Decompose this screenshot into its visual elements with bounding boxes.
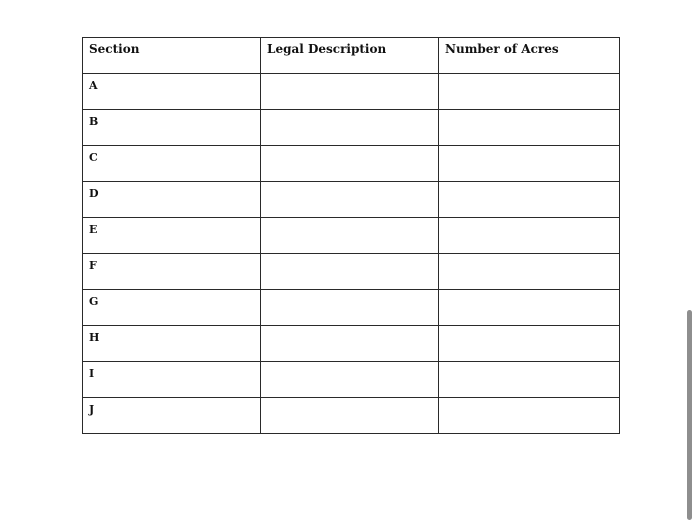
number-of-acres-cell[interactable]: [439, 218, 620, 254]
table-row: [83, 110, 620, 146]
section-cell: H: [83, 326, 261, 362]
number-of-acres-cell[interactable]: [439, 398, 620, 434]
number-of-acres-cell[interactable]: [439, 74, 620, 110]
table-row: [83, 398, 620, 434]
table-row: [83, 290, 620, 326]
number-of-acres-cell[interactable]: [439, 146, 620, 182]
section-cell: D: [83, 182, 261, 218]
number-of-acres-cell[interactable]: [439, 254, 620, 290]
table-row: [83, 74, 620, 110]
section-cell: I: [83, 362, 261, 398]
header-number-of-acres: Number of Acres: [439, 38, 620, 74]
legal-description-cell[interactable]: [261, 362, 439, 398]
legal-description-cell[interactable]: [261, 218, 439, 254]
section-cell: E: [83, 218, 261, 254]
table-row: [83, 326, 620, 362]
scrollbar-thumb[interactable]: [687, 310, 692, 520]
legal-description-cell[interactable]: [261, 110, 439, 146]
section-cell: F: [83, 254, 261, 290]
number-of-acres-cell[interactable]: [439, 362, 620, 398]
acres-table: [82, 37, 620, 434]
section-cell: B: [83, 110, 261, 146]
section-cell: J: [83, 398, 261, 434]
legal-description-cell[interactable]: [261, 254, 439, 290]
section-cell: G: [83, 290, 261, 326]
table-row: [83, 146, 620, 182]
number-of-acres-cell[interactable]: [439, 290, 620, 326]
legal-description-cell[interactable]: [261, 326, 439, 362]
number-of-acres-cell[interactable]: [439, 182, 620, 218]
header-row: [83, 38, 620, 74]
legal-description-cell[interactable]: [261, 182, 439, 218]
header-legal-description: Legal Description: [261, 38, 439, 74]
table-row: [83, 254, 620, 290]
header-section: Section: [83, 38, 261, 74]
table-row: [83, 362, 620, 398]
legal-description-cell[interactable]: [261, 146, 439, 182]
section-cell: A: [83, 74, 261, 110]
legal-description-cell[interactable]: [261, 398, 439, 434]
number-of-acres-cell[interactable]: [439, 110, 620, 146]
number-of-acres-cell[interactable]: [439, 326, 620, 362]
legal-description-cell[interactable]: [261, 290, 439, 326]
section-cell: C: [83, 146, 261, 182]
legal-description-cell[interactable]: [261, 74, 439, 110]
table-row: [83, 182, 620, 218]
table-row: [83, 218, 620, 254]
